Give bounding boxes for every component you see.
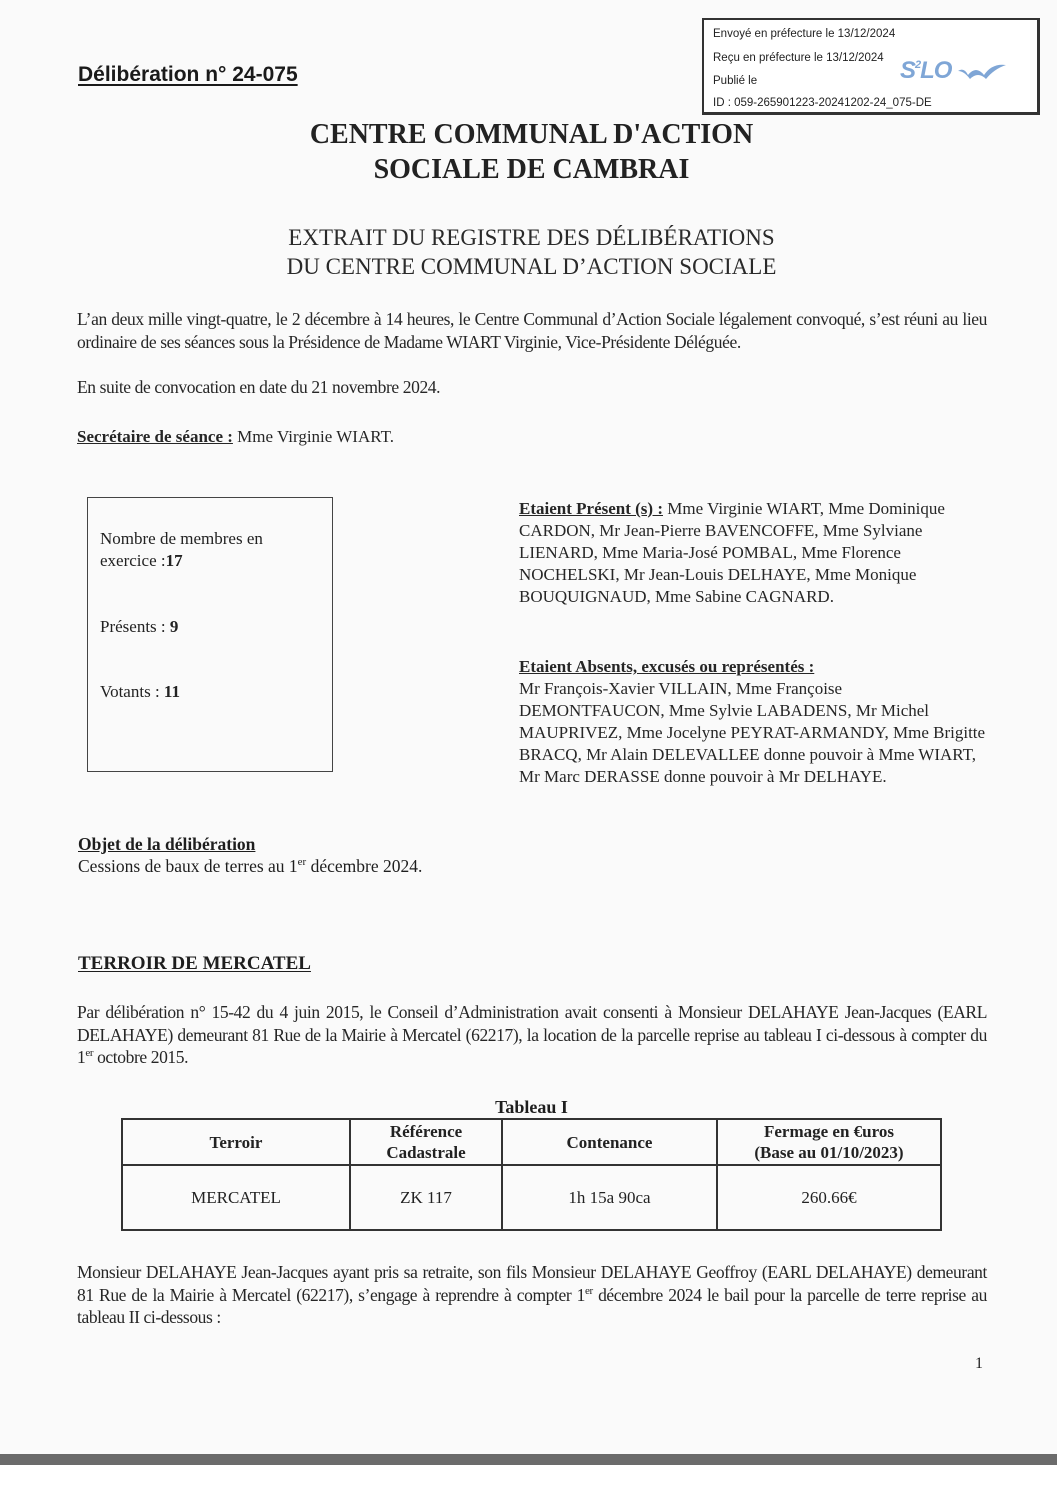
- deliberation-object: [78, 833, 422, 877]
- present-list: Mme Virginie WIART, Mme Dominique CARDON, Mr Jean-Pierre BAVENCOFFE, Mme Sylviane LIENARD, Mme Maria-José POMBAL, Mme Florence NOCHELSKI, Mr Jean-Louis DELHAYE, Mme Monique BOUQUIGNAUD, Mme Sabine CAGNARD.: [519, 499, 945, 606]
- subtitle-line2: DU CENTRE COMMUNAL D’ACTION SOCIALE: [286, 254, 777, 279]
- secretary-label: Secrétaire de séance :: [77, 427, 233, 446]
- stamp-published: Publié le: [713, 75, 758, 87]
- prefecture-stamp: [702, 18, 1040, 115]
- cell-fermage: 260.66€: [717, 1165, 941, 1230]
- parcel-table: [121, 1118, 942, 1231]
- members-voting: Votants : 11: [100, 682, 180, 701]
- check-swoosh-icon: [956, 61, 1008, 83]
- present-label: Etaient Présent (s) :: [519, 499, 663, 518]
- intro-paragraph: L’an deux mille vingt-quatre, le 2 décembre à 14 heures, le Centre Communal d’Action Sociale légalement convoqué, s’est réuni au lieu ordinaire de ses séances sous la Présidence de Madame WIART Virginie, Vice-Présidente Déléguée.: [77, 309, 987, 352]
- header-reference: Référence Cadastrale: [350, 1119, 502, 1165]
- absent-list: Mr François-Xavier VILLAIN, Mme Françoise DEMONTFAUCON, Mme Sylvie LABADENS, Mr Michel MAUPRIVEZ, Mme Jocelyne PEYRAT-ARMANDY, Mme Brigitte BRACQ, Mr Alain DELEVALLEE donne pouvoir à Mme WIART, Mr Marc DERASSE donne pouvoir à Mr DELHAYE.: [519, 679, 986, 786]
- absent-label: Etaient Absents, excusés ou représentés :: [519, 657, 815, 676]
- page-title-line2: SOCIALE DE CAMBRAI: [373, 154, 690, 185]
- stamp-sent-date: Envoyé en préfecture le 13/12/2024: [713, 28, 896, 40]
- members-present-value: 9: [169, 617, 179, 636]
- present-members: [519, 498, 989, 608]
- object-text: Cessions de baux de terres au 1er décembre 2024.: [78, 856, 423, 876]
- section-heading: TERROIR DE MERCATEL: [78, 953, 311, 974]
- page-number: 1: [975, 1355, 983, 1372]
- subtitle-line1: EXTRAIT DU REGISTRE DES DÉLIBÉRATIONS: [288, 225, 775, 250]
- s2lo-logo: $S^2LO$: [900, 57, 951, 85]
- secretary-value: Mme Virginie WIART.: [232, 427, 394, 446]
- cell-contenance: 1h 15a 90ca: [502, 1165, 717, 1230]
- header-contenance: Contenance: [502, 1119, 717, 1165]
- members-voting-value: 11: [163, 682, 180, 701]
- convocation-line: En suite de convocation en date du 21 novembre 2024.: [77, 377, 441, 397]
- members-in-office-value: 17: [165, 551, 183, 570]
- absent-members: [519, 656, 989, 788]
- table-title: Tableau I: [495, 1097, 568, 1117]
- members-count-box: [87, 497, 333, 772]
- deliberation-number: Délibération n° 24-075: [78, 63, 298, 86]
- table-row: [122, 1165, 941, 1230]
- paragraph-2: Monsieur DELAHAYE Jean-Jacques ayant pris sa retraite, son fils Monsieur DELAHAYE Geoffroy (EARL DELAHAYE) demeurant 81 Rue de la Mairie à Mercatel (62217), s’engage à reprendre à compter 1er décembre 2024 le bail pour la parcelle de terre reprise au tableau II ci-dessous :: [77, 1262, 987, 1327]
- table-header-row: [122, 1119, 941, 1165]
- stamp-id: ID : 059-265901223-20241202-24_075-DE: [713, 97, 932, 109]
- secretary-line: [77, 426, 987, 449]
- object-label: Objet de la délibération: [78, 834, 256, 854]
- cell-terroir: MERCATEL: [122, 1165, 350, 1230]
- scan-bottom-edge: [0, 1454, 1057, 1465]
- page-title-line1: CENTRE COMMUNAL D'ACTION: [309, 119, 754, 150]
- members-in-office: exercice :17: [100, 551, 183, 570]
- stamp-received-date: Reçu en préfecture le 13/12/2024: [713, 52, 884, 64]
- header-fermage: Fermage en €uros (Base au 01/10/2023): [717, 1119, 941, 1165]
- members-present: Présents : 9: [100, 617, 179, 636]
- header-terroir: Terroir: [122, 1119, 350, 1165]
- members-in-office-label: Nombre de membres en: [100, 529, 263, 548]
- paragraph-1: Par délibération n° 15-42 du 4 juin 2015, le Conseil d’Administration avait consenti à Monsieur DELAHAYE Jean-Jacques (EARL DELAHAYE) demeurant 81 Rue de la Mairie à Mercatel (62217), la location de la parcelle reprise au tableau I ci-dessous à compter du 1er octobre 2015.: [77, 1002, 987, 1067]
- cell-reference: ZK 117: [350, 1165, 502, 1230]
